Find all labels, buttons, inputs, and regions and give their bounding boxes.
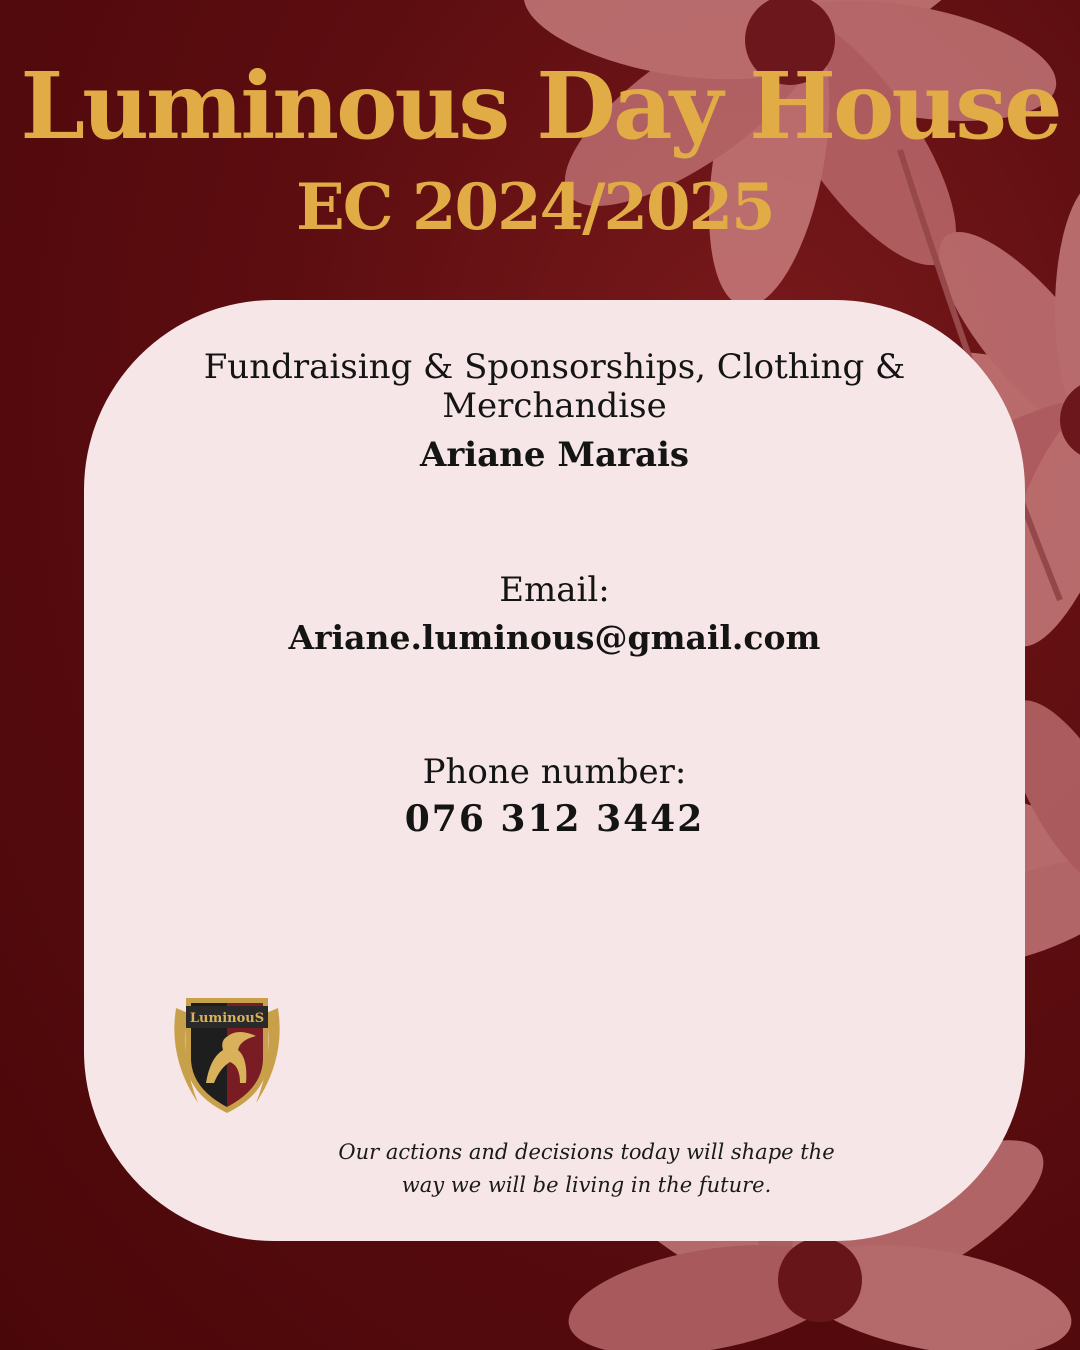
page-subtitle: EC 2024/2025 [296,170,774,245]
luminous-crest-icon [168,988,286,1118]
phone-label: Phone number: [422,752,687,792]
email-value[interactable]: Ariane.luminous@gmail.com [288,618,821,657]
contact-card [84,300,1025,1241]
email-label: Email: [499,570,610,610]
person-name: Ariane Marais [419,435,690,475]
role-text: Fundraising & Sponsorships, Clothing & Merchandise [203,347,906,426]
page-title: Luminous Day House [20,52,1060,160]
phone-value[interactable]: 076 312 3442 [404,798,705,840]
motto-quote: Our actions and decisions today will shape the way we will be living in the future. [338,1140,835,1197]
crest-label: LuminouS [189,1011,265,1026]
